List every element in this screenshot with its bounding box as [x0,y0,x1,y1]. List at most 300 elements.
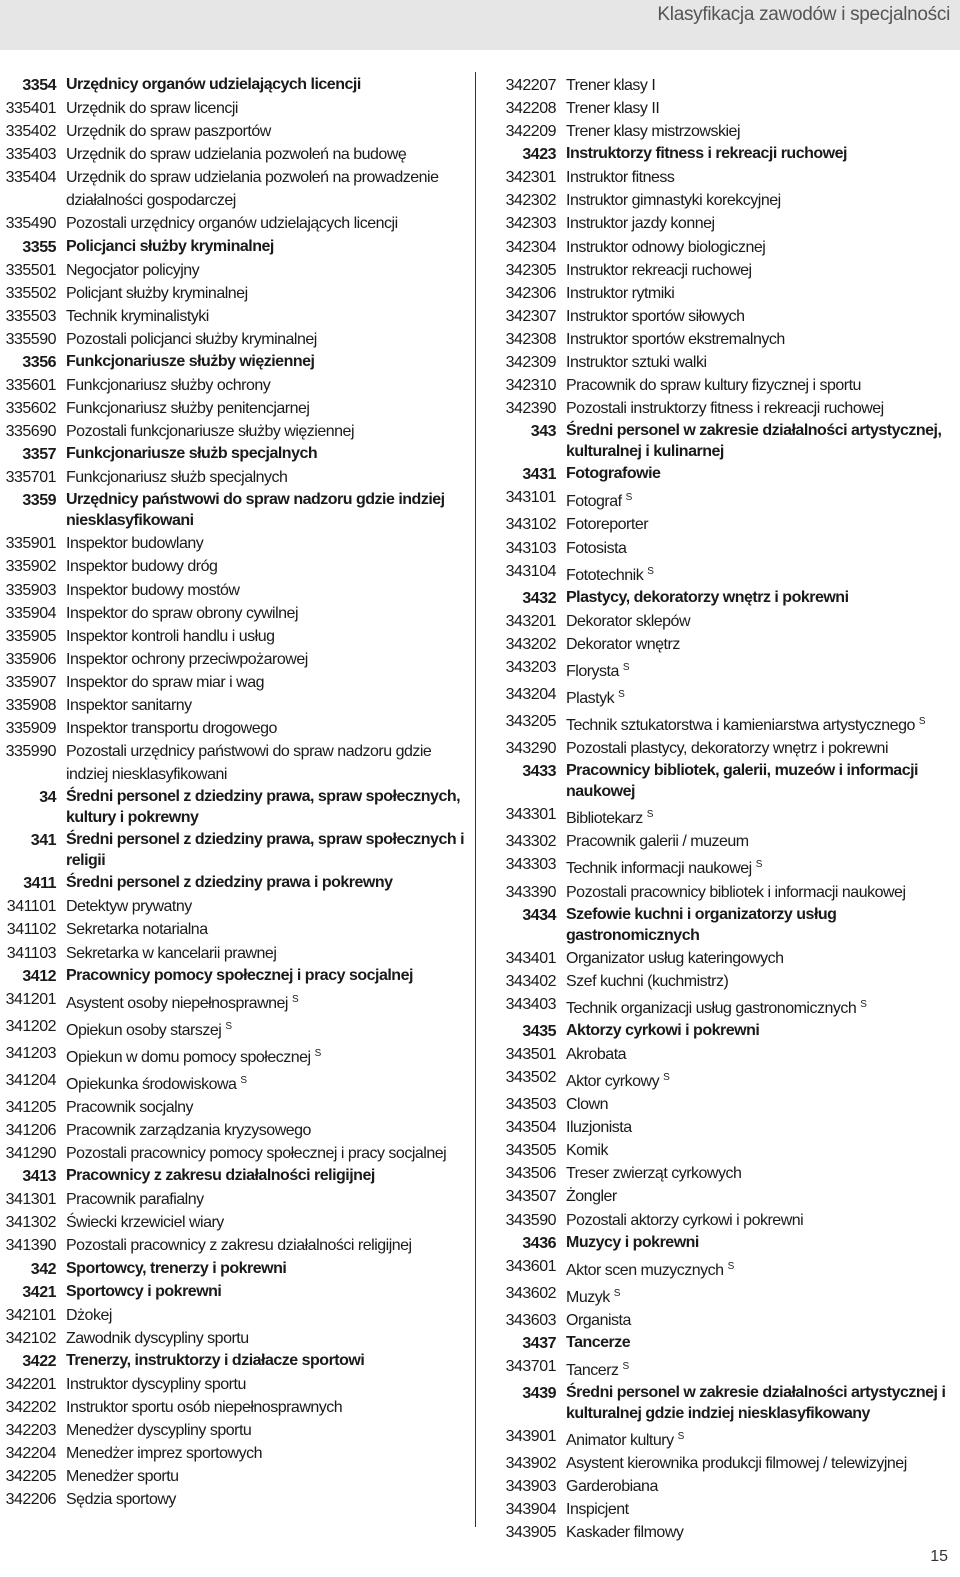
entry-name [66,602,465,625]
entry-name-text: Inspektor sanitarny [66,696,192,714]
entry-name-text: Tancerze [566,1333,631,1351]
entry-name-text: Policjanci służby kryminalnej [66,237,274,255]
entry-name-text: Inspektor kontroli handlu i usług [66,627,275,645]
specialty-marker: S [291,993,299,1005]
entry-name [66,1465,465,1488]
group-entry [0,829,465,872]
entry-name [66,1211,465,1234]
occupation-entry [0,374,465,397]
occupation-entry [500,486,955,513]
entry-name-text: Funkcjonariusz służb specjalnych [66,469,288,487]
entry-name [566,1309,955,1332]
entry-name-text: Świecki krzewiciel wiary [66,1214,224,1232]
entry-name [66,259,465,282]
occupation-entry [500,881,955,904]
entry-code: 342206 [5,1491,56,1509]
specialty-marker: S [314,1047,321,1059]
occupation-entry [0,143,465,166]
entry-code: 3434 [522,906,556,924]
entry-code: 3357 [22,446,56,464]
entry-name-text: Fotograf [566,493,622,511]
entry-code: 341206 [5,1122,56,1140]
entry-name-text: Instruktor fitness [566,169,675,187]
entry-code: 335901 [5,535,56,553]
entry-name [66,1488,465,1511]
entry-name [566,1355,955,1382]
entry-name-text: Asystent kierownika produkcji filmowej / telewizyjnej [566,1455,907,1473]
entry-name-text: Urzędnicy organów udzielających licencji [66,76,361,93]
entry-name-text: Funkcjonariusze służb specjalnych [66,445,318,463]
occupation-entry [500,513,955,536]
entry-code: 342308 [505,330,556,348]
entry-name-text: Dekorator wnętrz [566,635,680,653]
entry-name [66,466,465,489]
entry-name [66,1069,465,1096]
entry-code: 343402 [505,972,556,990]
entry-name-text: Inspicjent [566,1501,629,1519]
entry-name [566,1425,955,1452]
entry-name [566,212,955,235]
entry-code: 335401 [5,100,56,117]
entry-code: 343507 [505,1188,556,1206]
entry-name [66,236,465,259]
entry-name [66,786,465,829]
entry-name-text: Instruktorzy fitness i rekreacji ruchowej [566,145,847,163]
entry-name-text: Pozostali aktorzy cyrkowi i pokrewni [566,1211,804,1229]
entry-name-text: Szefowie kuchni i organizatorzy usług gastronomicznych [566,905,837,944]
entry-code: 3421 [22,1283,56,1301]
entry-code: 3432 [522,589,556,607]
entry-name [566,1475,955,1498]
entry-name-text: Urzędnik do spraw udzielania pozwoleń na budowę [66,146,407,164]
entry-code: 342101 [5,1306,56,1324]
entry-code: 335990 [5,743,56,761]
entry-name-text: Średni personel w zakresie działalności artystycznej i kulturalnej gdzie indziej niesklasyfikowany [566,1384,946,1423]
entry-name-text: Trenerzy, instruktorzy i działacze sportowi [66,1351,365,1369]
entry-name-text: Pracownicy z zakresu działalności religijnej [66,1167,375,1185]
occupation-entry [500,1209,955,1232]
entry-name [66,212,465,235]
occupation-entry [0,671,465,694]
entry-code: 342302 [505,192,556,210]
entry-code: 3433 [522,763,556,781]
occupation-entry [0,420,465,443]
entry-name-text: Negocjator policyjny [66,261,200,279]
entry-code: 342306 [505,284,556,302]
occupation-entry [0,694,465,717]
occupation-entry [0,166,465,212]
entry-name [66,420,465,443]
entry-name [66,872,465,895]
entry-name-text: Fotografowie [566,465,661,483]
entry-name-text: Instruktor rytmiki [566,284,675,302]
entry-code: 342301 [505,169,556,187]
entry-code: 335502 [5,284,56,302]
entry-name-text: Żongler [566,1188,617,1206]
entry-name-text: Treser zwierząt cyrkowych [566,1165,742,1183]
entry-name-text: Asystent osoby niepełnosprawnej [66,994,288,1012]
specialty-marker: S [918,716,926,728]
occupation-entry [500,305,955,328]
entry-name [566,970,955,993]
group-entry [500,760,955,803]
occupation-entry [0,532,465,555]
entry-code: 342305 [505,261,556,279]
entry-name-text: Sportowcy i pokrewni [66,1282,222,1300]
entry-name-text: Urzędnicy państwowi do spraw nadzoru gdzie indziej niesklasyfikowani [66,491,445,530]
entry-name [566,683,955,710]
entry-name-text: Instruktor rekreacji ruchowej [566,261,752,279]
entry-name-text: Sekretarka notarialna [66,921,208,939]
entry-name [566,1185,955,1208]
specialty-marker: S [647,565,654,577]
entry-name-text: Technik kryminalistyki [66,307,209,325]
occupation-entry [500,397,955,420]
entry-name [66,1119,465,1142]
occupation-entry [500,259,955,282]
entry-name-text: Aktor cyrkowy [566,1073,660,1090]
specialty-marker: S [646,809,653,821]
entry-name [66,1304,465,1327]
entry-code: 343505 [505,1142,556,1160]
entry-code: 3431 [522,466,556,484]
entry-name-text: Inspektor ochrony przeciwpożarowej [66,650,308,668]
entry-code: 342209 [505,123,556,141]
entry-name [566,1232,955,1255]
occupation-entry [500,120,955,143]
occupation-entry [0,1234,465,1257]
entry-name-text: Funkcjonariusze służby więziennej [66,352,315,370]
occupation-entry [0,1442,465,1465]
entry-name-text: Tancerz [566,1361,619,1379]
entry-name-text: Sportowcy, trenerzy i pokrewni [66,1259,287,1277]
entry-name [66,740,465,786]
entry-name [566,1139,955,1162]
entry-name [566,947,955,970]
occupation-entry [500,1475,955,1498]
entry-code: 3435 [522,1022,556,1040]
entry-name [66,532,465,555]
entry-name [66,1188,465,1211]
entry-code: 341204 [5,1071,56,1089]
entry-code: 343301 [505,806,556,824]
entry-name-text: Średni personel z dziedziny prawa, spraw społecznych, kultury i pokrewny [66,788,461,827]
entry-name-text: Muzycy i pokrewni [566,1233,699,1251]
entry-code: 341202 [5,1017,56,1035]
entry-code: 341 [30,832,56,850]
entry-name-text: Pozostali plastycy, dekoratorzy wnętrz i pokrewni [566,740,889,758]
entry-code: 343390 [505,883,556,901]
entry-name [66,918,465,941]
entry-name [566,993,955,1020]
entry-code: 343602 [505,1284,556,1302]
specialty-marker: S [622,1360,629,1372]
entry-code: 341102 [6,921,56,939]
entry-code: 343102 [505,516,556,534]
entry-name-text: Inspektor transportu drogowego [66,720,277,738]
occupation-entry [500,970,955,993]
entry-name [566,1332,955,1355]
entry-name-text: Pozostali funkcjonariusze służby więziennej [66,423,354,441]
entry-name [566,374,955,397]
entry-name-text: Pozostali instruktorzy fitness i rekreacji ruchowej [566,400,884,418]
entry-code: 343506 [505,1165,556,1183]
entry-code: 335602 [5,400,56,418]
entry-name [566,166,955,189]
occupation-entry [500,1162,955,1185]
entry-name [566,560,955,587]
entry-code: 335908 [5,696,56,714]
entry-name-text: Pozostali urzędnicy państwowi do spraw nadzoru gdzie indziej niesklasyfikowani [66,743,432,784]
entry-name [66,374,465,397]
entry-name [566,1452,955,1475]
entry-name [66,648,465,671]
entry-name-text: Instruktor sportu osób niepełnosprawnych [66,1398,343,1416]
entry-code: 335903 [5,581,56,599]
entry-code: 3356 [22,353,56,371]
occupation-entry [0,579,465,602]
group-entry [0,236,465,259]
entry-code: 335402 [5,123,56,141]
entry-name-text: Plastyk [566,689,615,707]
entry-name [66,1281,465,1304]
occupation-entry [0,1015,465,1042]
entry-code: 343501 [505,1045,556,1063]
entry-name [566,1043,955,1066]
occupation-entry [500,74,955,97]
entry-code: 335490 [5,215,56,233]
entry-code: 343701 [505,1357,556,1375]
entry-code: 341205 [5,1099,56,1116]
entry-code: 335906 [5,650,56,668]
entry-name [566,633,955,656]
entry-name-text: Pracownik galerii / muzeum [566,833,749,851]
entry-name [66,1396,465,1419]
entry-name [566,259,955,282]
occupation-entry [0,717,465,740]
entry-code: 3422 [22,1352,56,1370]
entry-name-text: Instruktor dyscypliny sportu [66,1375,246,1393]
entry-name-text: Opiekun osoby starszej [66,1021,222,1039]
entry-code: 343202 [505,635,556,653]
entry-name [66,443,465,466]
entry-name-text: Muzyk [566,1288,610,1306]
entry-code: 343103 [505,539,556,557]
entry-name [66,895,465,918]
entry-code: 342 [30,1260,56,1278]
entry-code: 341301 [5,1191,56,1209]
occupation-entry [0,555,465,578]
entry-name-text: Clown [566,1096,608,1114]
group-entry [500,463,955,486]
entry-code: 3413 [22,1168,56,1186]
entry-name-text: Komik [566,1142,608,1160]
occupation-entry [0,648,465,671]
occupation-entry [0,97,465,120]
entry-code: 342205 [5,1468,56,1486]
entry-name [566,1382,955,1425]
entry-name [566,1093,955,1116]
occupation-entry [0,625,465,648]
entry-name-text: Garderobiana [566,1478,658,1496]
entry-name-text: Pozostali pracownicy bibliotek i informacji naukowej [566,883,906,901]
occupation-entry [0,1327,465,1350]
entry-name-text: Funkcjonariusz służby penitencjarnej [66,400,310,418]
entry-code: 3359 [22,492,56,510]
entry-name [566,1116,955,1139]
entry-code: 342310 [505,377,556,395]
entry-name [66,1015,465,1042]
entry-code: 341390 [5,1237,56,1255]
entry-name-text: Pozostali urzędnicy organów udzielających licencji [66,215,398,233]
entry-name [66,942,465,965]
entry-code: 342102 [5,1329,56,1347]
entry-name [566,853,955,880]
entry-code: 335902 [5,558,56,576]
entry-name-text: Opiekun w domu pomocy społecznej [66,1048,311,1066]
occupation-entry [500,683,955,710]
group-entry [500,587,955,610]
occupation-entry [0,1419,465,1442]
occupation-entry [0,895,465,918]
entry-name-text: Plastycy, dekoratorzy wnętrz i pokrewni [566,588,849,606]
entry-name [566,513,955,536]
entry-code: 335403 [5,146,56,164]
entry-name-text: Technik sztukatorstwa i kamieniarstwa artystycznego [566,717,915,735]
entry-name [566,74,955,97]
page-number: 15 [930,1548,948,1565]
entry-code: 341203 [5,1044,56,1062]
occupation-entry [0,397,465,420]
entry-name [566,189,955,212]
entry-name-text: Instruktor sztuki walki [566,354,707,372]
entry-name-text: Fototechnik [566,566,644,584]
entry-code: 3411 [23,875,56,893]
occupation-entry [500,1309,955,1332]
specialty-marker: S [727,1260,734,1272]
entry-name-text: Aktorzy cyrkowi i pokrewni [566,1021,760,1039]
entry-name [566,904,955,947]
occupation-entry [500,351,955,374]
entry-name-text: Fotoreporter [566,516,649,534]
occupation-entry [0,1211,465,1234]
entry-name-text: Inspektor budowlany [66,535,204,553]
entry-name [66,555,465,578]
occupation-entry [500,1282,955,1309]
occupation-entry [0,988,465,1015]
entry-name [66,1373,465,1396]
entry-name [566,656,955,683]
entry-code: 335590 [5,330,56,348]
entry-name [566,881,955,904]
specialty-marker: S [663,1072,670,1083]
group-entry [0,786,465,829]
occupation-entry [0,1396,465,1419]
specialty-marker: S [618,688,625,700]
entry-name [66,717,465,740]
entry-code: 335601 [5,376,56,394]
entry-name-text: Aktor scen muzycznych [566,1261,724,1279]
occupation-entry [500,97,955,120]
entry-code: 3412 [22,967,56,985]
entry-name-text: Opiekunka środowiskowa [66,1075,237,1093]
entry-name [66,1165,465,1188]
entry-name [566,486,955,513]
entry-name-text: Trener klasy I [566,77,656,94]
entry-name-text: Menedżer dyscypliny sportu [66,1421,252,1439]
entry-name [66,965,465,988]
entry-name-text: Pozostali pracownicy z zakresu działalności religijnej [66,1237,412,1255]
entry-name-text: Inspektor do spraw miar i wag [66,673,265,691]
entry-code: 343502 [505,1069,556,1086]
occupation-entry [500,282,955,305]
entry-code: 343104 [505,562,556,580]
entry-code: 343203 [505,658,556,676]
entry-name-text: Pracownik parafialny [66,1191,204,1209]
entry-code: 342390 [505,400,556,418]
entry-name [566,120,955,143]
entry-code: 343403 [505,995,556,1013]
entry-code: 343 [530,423,556,441]
entry-name-text: Pozostali policjanci służby kryminalnej [66,330,317,348]
group-entry [0,351,465,374]
group-entry [0,443,465,466]
entry-name [66,829,465,872]
entry-name-text: Kaskader filmowy [566,1524,684,1542]
occupation-entry [0,1096,465,1119]
occupation-entry [500,1452,955,1475]
entry-name-text: Zawodnik dyscypliny sportu [66,1329,249,1347]
specialty-marker: S [240,1074,247,1086]
entry-name [66,1419,465,1442]
entry-code: 342202 [5,1398,56,1416]
entry-name-text: Trener klasy II [566,100,660,118]
entry-name-text: Średni personel z dziedziny prawa i pokrewny [66,874,393,892]
entry-name-text: Sędzia sportowy [66,1491,176,1509]
entry-name-text: Bibliotekarz [566,810,643,828]
specialty-marker: S [625,492,632,504]
entry-name-text: Sekretarka w kancelarii prawnej [66,944,277,962]
entry-code: 342303 [505,215,556,233]
entry-name [566,760,955,803]
entry-code: 343901 [505,1428,556,1446]
entry-code: 335503 [5,307,56,325]
occupation-entry [500,1355,955,1382]
entry-name [66,120,465,143]
entry-name-text: Instruktor sportów siłowych [566,307,745,325]
entry-name-text: Instruktor sportów ekstremalnych [566,330,785,348]
group-entry [500,904,955,947]
entry-code: 341103 [6,944,56,962]
entry-name-text: Funkcjonariusz służby ochrony [66,376,271,394]
occupation-entry [500,993,955,1020]
entry-code: 3439 [522,1385,556,1403]
occupation-entry [500,633,955,656]
group-entry [0,1258,465,1281]
entry-name [66,489,465,532]
entry-code: 335690 [5,423,56,441]
entry-name [566,97,955,120]
entry-name [566,351,955,374]
entry-name-text: Urzędnik do spraw licencji [66,100,238,117]
entry-name-text: Detektyw prywatny [66,898,192,916]
specialty-marker: S [755,859,762,871]
entry-name [66,97,465,120]
entry-code: 3437 [522,1334,556,1352]
entry-name-text: Pracownik zarządzania kryzysowego [66,1122,311,1140]
entry-code: 335404 [5,169,56,187]
entry-name [566,1162,955,1185]
